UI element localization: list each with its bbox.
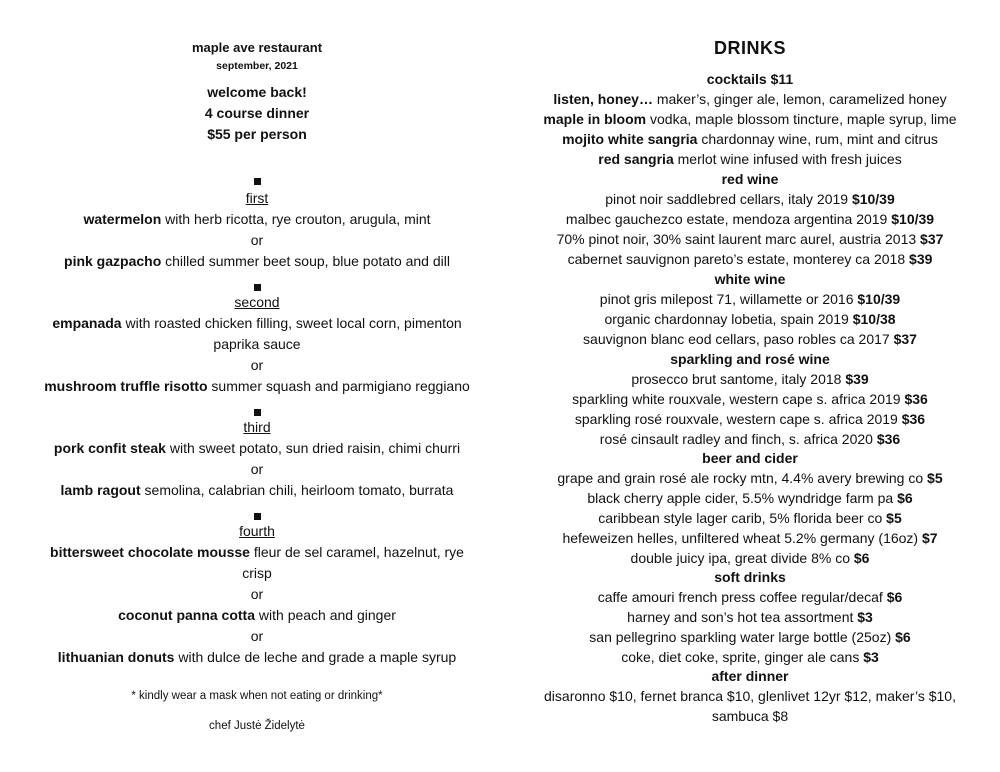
drink-price: $10/39: [851, 191, 895, 207]
cocktail-item: [528, 151, 972, 167]
drink-text: organic chardonnay lobetia, spain 2019: [604, 311, 853, 327]
drink-name: listen, honey…: [553, 91, 653, 107]
drink-description: merlot wine infused with fresh juices: [673, 151, 902, 167]
drink-price: $39: [909, 251, 933, 267]
drink-price: $6: [853, 550, 870, 566]
dish-description: with peach and ginger: [255, 607, 396, 623]
drink-text: pinot noir saddlebred cellars, italy 2019: [605, 191, 852, 207]
drink-item: [528, 291, 972, 307]
after-dinner-list: disaronno $10, fernet branca $10, glenlivet 12yr $12, maker’s $10,: [544, 688, 956, 704]
dish-item: [22, 253, 492, 269]
chef-credit: chef Justė Židelytė: [209, 720, 305, 732]
drink-price: $5: [886, 510, 902, 526]
dish-description: with herb ricotta, rye crouton, arugula, mint: [161, 211, 431, 227]
drink-item: [528, 589, 972, 605]
drink-price: $36: [876, 431, 901, 447]
drink-text: grape and grain rosé ale rocky mtn, 4.4% avery brewing co: [557, 470, 928, 486]
drink-price: $37: [893, 331, 917, 347]
drink-item: [528, 411, 972, 427]
drink-name: mojito white sangria: [562, 131, 698, 147]
or-separator: or: [250, 586, 264, 602]
drink-item: [528, 629, 972, 645]
dish-name: empanada: [52, 315, 122, 331]
drink-item: [528, 211, 972, 227]
drink-item: [528, 251, 972, 267]
welcome-text: welcome back!: [207, 84, 307, 100]
menu-date: september, 2021: [216, 60, 298, 72]
dish-description: fleur de sel caramel, hazelnut, rye: [249, 544, 464, 560]
drink-price: $36: [901, 411, 926, 427]
drink-item: [528, 649, 972, 665]
dish-name: lamb ragout: [60, 482, 141, 498]
section-header-red-wine: red wine: [721, 171, 779, 187]
section-divider: [22, 278, 492, 290]
drinks-title: DRINKS: [713, 38, 786, 58]
section-header-beer-cider: beer and cider: [702, 450, 798, 466]
drink-text: caribbean style lager carib, 5% florida beer co: [598, 510, 887, 526]
drink-description: vodka, maple blossom tincture, maple syrup, lime: [646, 111, 957, 127]
dish-name: lithuanian donuts: [57, 649, 175, 665]
course-label-second: second: [234, 294, 280, 310]
dish-name: pork confit steak: [53, 440, 166, 456]
drink-item: [528, 530, 972, 546]
drink-price: $10/38: [852, 311, 896, 327]
drink-price: $7: [921, 530, 938, 546]
dish-name: watermelon: [83, 211, 162, 227]
section-header-sparkling: sparkling and rosé wine: [670, 351, 830, 367]
drink-text: cabernet sauvignon pareto’s estate, monterey ca 2018: [567, 251, 910, 267]
drink-description: chardonnay wine, rum, mint and citrus: [697, 131, 938, 147]
mask-note: * kindly wear a mask when not eating or drinking*: [131, 690, 383, 702]
drink-text: double juicy ipa, great divide 8% co: [630, 550, 854, 566]
dish-item: [22, 544, 492, 560]
drink-price: $6: [895, 629, 911, 645]
drink-price: $3: [863, 649, 879, 665]
dish-name: pink gazpacho: [64, 253, 162, 269]
drink-text: sparkling white rouxvale, western cape s. africa 2019: [572, 391, 905, 407]
drink-text: 70% pinot noir, 30% saint laurent marc aurel, austria 2013: [556, 231, 921, 247]
or-separator: or: [250, 628, 264, 644]
drink-text: malbec gauchezco estate, mendoza argentina 2019: [565, 211, 892, 227]
dish-item: [22, 211, 492, 227]
drink-price: $6: [886, 589, 903, 605]
dish-description-continued: paprika sauce: [213, 336, 301, 352]
drink-text: prosecco brut santome, italy 2018: [631, 371, 846, 387]
course-label-third: third: [243, 419, 271, 435]
drink-item: [528, 470, 972, 486]
dish-description-continued: crisp: [242, 565, 272, 581]
drink-price: $3: [857, 609, 873, 625]
course-count: 4 course dinner: [204, 105, 310, 121]
after-dinner-list-continued: sambuca $8: [711, 708, 789, 724]
course-label-fourth: fourth: [239, 523, 275, 539]
drink-price: $37: [920, 231, 944, 247]
section-header-after-dinner: after dinner: [711, 668, 789, 684]
dish-description: chilled summer beet soup, blue potato and dill: [161, 253, 450, 269]
or-separator: or: [250, 461, 264, 477]
dish-description: with roasted chicken filling, sweet local corn, pimenton: [121, 315, 462, 331]
dish-item: [22, 482, 492, 498]
section-divider: [22, 507, 492, 519]
drink-price: $6: [897, 490, 913, 506]
drink-item: [528, 490, 972, 506]
drink-text: harney and son’s hot tea assortment: [627, 609, 858, 625]
section-divider: [22, 403, 492, 415]
drink-price: $10/39: [857, 291, 901, 307]
section-header-soft-drinks: soft drinks: [714, 569, 786, 585]
drink-text: hefeweizen helles, unfiltered wheat 5.2% germany (16oz): [562, 530, 922, 546]
cocktail-item: [528, 131, 972, 147]
dish-item: [22, 378, 492, 394]
section-header-white-wine: white wine: [714, 271, 786, 287]
drink-item: [528, 331, 972, 347]
section-header-cocktails: cocktails $11: [706, 71, 794, 87]
drink-item: [528, 311, 972, 327]
dish-item: [22, 440, 492, 456]
drink-text: rosé cinsault radley and finch, s. africa 2020: [599, 431, 877, 447]
course-label-first: first: [245, 190, 269, 206]
dish-description: with dulce de leche and grade a maple syrup: [174, 649, 457, 665]
or-separator: or: [250, 232, 264, 248]
dish-item: [22, 607, 492, 623]
drink-name: red sangria: [598, 151, 674, 167]
dish-description: semolina, calabrian chili, heirloom tomato, burrata: [140, 482, 454, 498]
drink-item: [528, 510, 972, 526]
drink-item: [528, 550, 972, 566]
restaurant-name: maple ave restaurant: [191, 40, 323, 55]
dish-item: [22, 315, 492, 331]
drink-item: [528, 391, 972, 407]
drink-text: coke, diet coke, sprite, ginger ale cans: [621, 649, 864, 665]
drink-text: san pellegrino sparkling water large bottle (25oz): [589, 629, 896, 645]
drink-price: $36: [904, 391, 928, 407]
cocktail-item: [528, 111, 972, 127]
drink-description: maker’s, ginger ale, lemon, caramelized honey: [652, 91, 947, 107]
drink-text: sparkling rosé rouxvale, western cape s. africa 2019: [574, 411, 902, 427]
cocktail-item: [528, 91, 972, 107]
dish-name: mushroom truffle risotto: [44, 378, 208, 394]
drink-text: caffe amouri french press coffee regular/decaf: [597, 589, 887, 605]
drink-item: [528, 231, 972, 247]
drink-item: [528, 431, 972, 447]
dish-description: summer squash and parmigiano reggiano: [207, 378, 470, 394]
dish-description: with sweet potato, sun dried raisin, chimi churri: [165, 440, 461, 456]
drink-item: [528, 191, 972, 207]
or-separator: or: [250, 357, 264, 373]
dish-name: coconut panna cotta: [118, 607, 256, 623]
dish-item: [22, 649, 492, 665]
drink-text: sauvignon blanc eod cellars, paso robles ca 2017: [583, 331, 894, 347]
drink-name: maple in bloom: [543, 111, 647, 127]
drink-price: $5: [927, 470, 943, 486]
drink-price: $39: [845, 371, 869, 387]
drink-price: $10/39: [891, 211, 935, 227]
drink-item: [528, 609, 972, 625]
price-per-person: $55 per person: [207, 126, 307, 142]
section-divider: [22, 172, 492, 184]
drink-text: black cherry apple cider, 5.5% wyndridge farm pa: [587, 490, 898, 506]
dish-name: bittersweet chocolate mousse: [50, 544, 250, 560]
drink-text: pinot gris milepost 71, willamette or 2016: [599, 291, 858, 307]
drink-item: [528, 371, 972, 387]
